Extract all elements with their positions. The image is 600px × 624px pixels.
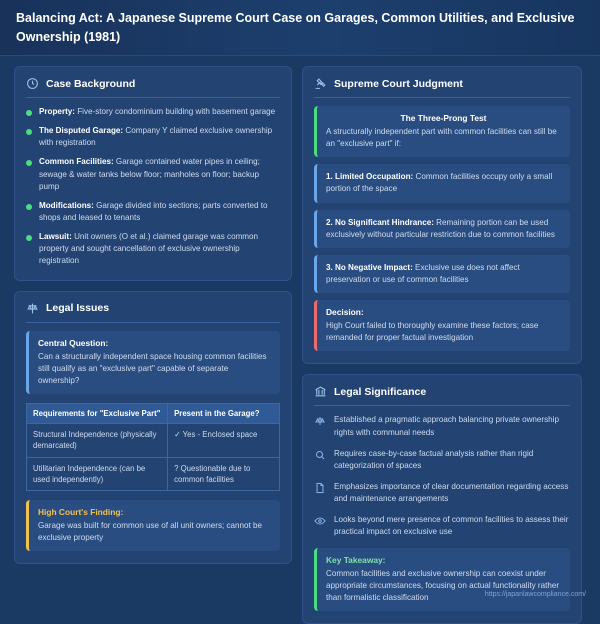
- bullet-dot-icon: [26, 129, 32, 135]
- bank-icon: [314, 385, 327, 398]
- item-label: The Disputed Garage:: [39, 126, 124, 136]
- requirements-table: [26, 403, 280, 491]
- gavel-icon: [314, 77, 327, 90]
- list-item: [314, 414, 570, 438]
- prong-3-block: [314, 255, 570, 293]
- decision-block: [314, 300, 570, 351]
- case-background-card: [14, 66, 292, 281]
- takeaway-label: Key Takeaway:: [326, 554, 386, 565]
- list-item: [26, 200, 280, 224]
- three-prong-test-text: A structurally independent part with common facilities can still be an "exclusive part" if:: [326, 127, 557, 149]
- prong-2-label: 2. No Significant Hindrance:: [326, 217, 434, 227]
- central-question-text: Can a structurally independent space housing common facilities still qualify as an "exclusive part" capable of separate ownership?: [38, 351, 267, 385]
- bullet-dot-icon: [26, 204, 32, 210]
- list-item: [26, 231, 280, 267]
- bullet-dot-icon: [26, 235, 32, 241]
- list-item: [314, 481, 570, 505]
- legal-significance-card: [302, 374, 582, 624]
- cell-present: ? Questionable due to common facilities: [168, 457, 280, 491]
- balance-icon: [314, 415, 326, 427]
- page-header: [0, 0, 600, 56]
- case-background-list: [26, 106, 280, 268]
- list-item: [26, 156, 280, 192]
- item-text: Five-story condominium building with basement garage: [74, 107, 276, 116]
- prong-3-text: Exclusive use does not affect preservation or use of common facilities: [326, 262, 520, 284]
- significance-text: Requires case-by-case factual analysis rather than rigid categorization of spaces: [334, 448, 534, 470]
- cell-requirement: Structural Independence (physically demarcated): [27, 423, 168, 457]
- table-header-row: [27, 403, 280, 423]
- legal-issues-header: [26, 302, 280, 323]
- list-item: [314, 448, 570, 472]
- finding-label: High Court's Finding:: [38, 507, 124, 518]
- significance-title: Legal Significance: [334, 385, 427, 398]
- judgment-header: [314, 77, 570, 98]
- content-area: [0, 56, 600, 604]
- item-label: Property:: [39, 107, 75, 116]
- list-item: [26, 106, 280, 118]
- prong-1-block: [314, 164, 570, 202]
- decision-text: High Court failed to thoroughly examine these factors; case remanded for proper factual investigation: [326, 321, 539, 343]
- case-background-title: Case Background: [46, 77, 136, 90]
- key-takeaway-block: [314, 548, 570, 611]
- left-column: [14, 66, 292, 604]
- item-text: Garage divided into sections; parts converted to shops and leased to tenants: [39, 200, 268, 222]
- bullet-dot-icon: [26, 110, 32, 116]
- three-prong-test-block: [314, 106, 570, 157]
- clock-icon: [26, 77, 39, 90]
- footer-url: https://japanlawcompliance.com/: [484, 591, 586, 598]
- list-item: [314, 514, 570, 538]
- page-title: Balancing Act: A Japanese Supreme Court Case on Garages, Common Utilities, and Exclusive Ownership (1981): [16, 11, 575, 44]
- right-column: [302, 66, 582, 604]
- list-item: [26, 125, 280, 149]
- eye-icon: [314, 515, 326, 527]
- item-label: Common Facilities:: [39, 157, 114, 167]
- takeaway-text: Common facilities and exclusive ownership can coexist under appropriate circumstances, focusing on actual functionality rather than formalistic classification: [326, 568, 560, 602]
- significance-list: [314, 414, 570, 538]
- significance-text: Emphasizes importance of clear documentation regarding access and maintenance arrangements: [334, 481, 569, 504]
- supreme-court-judgment-card: [302, 66, 582, 364]
- legal-issues-card: [14, 291, 292, 565]
- column-header-present: Present in the Garage?: [168, 403, 280, 423]
- prong-3-label: 3. No Negative Impact:: [326, 262, 413, 272]
- judgment-title: Supreme Court Judgment: [334, 77, 463, 90]
- bullet-dot-icon: [26, 160, 32, 166]
- central-question-block: [26, 331, 280, 394]
- high-court-finding-block: [26, 500, 280, 551]
- prong-1-text: Common facilities occupy only a small portion of the space: [326, 172, 553, 194]
- three-prong-test-title: The Three-Prong Test: [400, 113, 487, 123]
- significance-text: Looks beyond mere presence of common facilities to assess their practical impact on exclusive use: [334, 515, 569, 537]
- item-label: Lawsuit:: [39, 232, 72, 242]
- case-background-header: [26, 77, 280, 98]
- item-text: Garage contained water pipes in ceiling; sewage & water tanks below floor; manholes on floor; backup pump: [39, 157, 260, 191]
- cell-requirement: Utilitarian Independence (can be used independently): [27, 457, 168, 491]
- table-row: [27, 423, 280, 457]
- magnifier-icon: [314, 449, 326, 461]
- central-question-label: Central Question:: [38, 337, 109, 348]
- significance-text: Established a pragmatic approach balancing private ownership rights with communal needs: [334, 415, 559, 437]
- cell-present: ✓ Yes - Enclosed space: [168, 423, 280, 457]
- prong-2-block: [314, 210, 570, 248]
- document-icon: [314, 482, 326, 494]
- item-label: Modifications:: [39, 200, 94, 210]
- prong-1-label: 1. Limited Occupation:: [326, 172, 414, 182]
- finding-text: Garage was built for common use of all unit owners; cannot be exclusive property: [38, 521, 263, 543]
- prong-2-text: Remaining portion can be used exclusively without particular restriction due to common facilities: [326, 217, 555, 239]
- table-row: [27, 457, 280, 491]
- column-header-requirement: Requirements for "Exclusive Part": [27, 403, 168, 423]
- significance-header: [314, 385, 570, 406]
- item-text: Unit owners (O et al.) claimed garage was common property and sought cancellation of exclusive ownership registration: [39, 232, 259, 266]
- decision-label: Decision:: [326, 307, 364, 318]
- scales-icon: [26, 302, 39, 315]
- item-text: Company Y claimed exclusive ownership with registration: [39, 126, 273, 148]
- legal-issues-title: Legal Issues: [46, 302, 110, 315]
